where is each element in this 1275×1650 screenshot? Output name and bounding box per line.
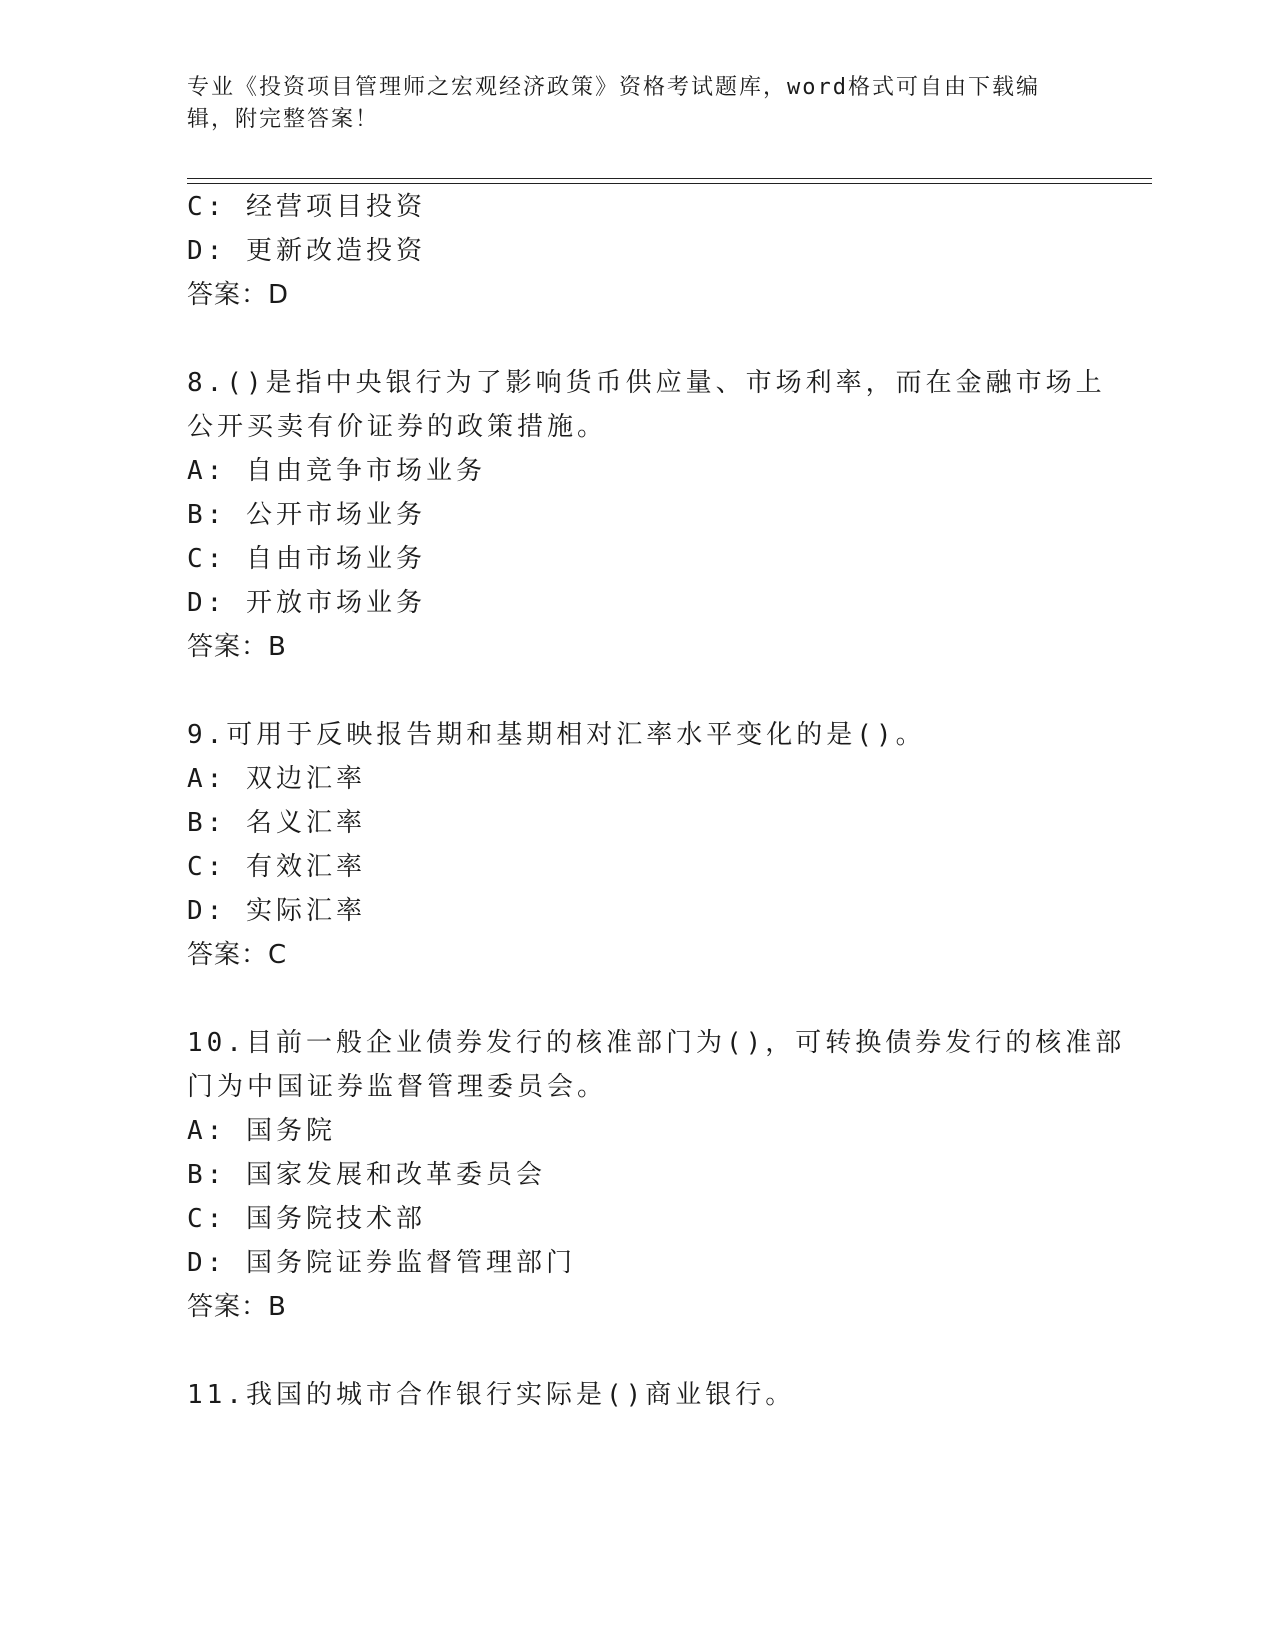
q8-option-a: A: 自由竞争市场业务 <box>187 456 486 486</box>
q11-stem-line-1: 11.我国的城市合作银行实际是()商业银行。 <box>187 1380 796 1410</box>
q9-option-d: D: 实际汇率 <box>187 896 366 926</box>
q8-option-c: C: 自由市场业务 <box>187 544 426 574</box>
header-line-1: 专业《投资项目管理师之宏观经济政策》资格考试题库，word格式可自由下载编 <box>187 75 1040 100</box>
q7-option-c: C: 经营项目投资 <box>187 192 426 222</box>
document-header <box>187 72 1067 136</box>
q7-answer: 答案：D <box>187 280 290 310</box>
q10-stem-line-2: 门为中国证券监督管理委员会。 <box>187 1072 608 1102</box>
q9-answer: 答案：C <box>187 940 288 970</box>
q8-stem-line-2: 公开买卖有价证券的政策措施。 <box>187 412 608 442</box>
q9-option-b: B: 名义汇率 <box>187 808 366 838</box>
q10-option-d: D: 国务院证券监督管理部门 <box>187 1248 576 1278</box>
q7-option-d: D: 更新改造投资 <box>187 236 426 266</box>
q10-option-c: C: 国务院技术部 <box>187 1204 426 1234</box>
header-divider-bottom <box>187 183 1152 184</box>
q8-answer: 答案：B <box>187 632 287 662</box>
q9-stem-line-1: 9.可用于反映报告期和基期相对汇率水平变化的是()。 <box>187 720 926 750</box>
q10-option-a: A: 国务院 <box>187 1116 336 1146</box>
q8-option-b: B: 公开市场业务 <box>187 500 426 530</box>
header-line-2: 辑，附完整答案！ <box>187 107 380 132</box>
q10-stem-line-1: 10.目前一般企业债券发行的核准部门为()，可转换债券发行的核准部 <box>187 1028 1126 1058</box>
header-divider-top <box>187 178 1152 179</box>
q8-option-d: D: 开放市场业务 <box>187 588 426 618</box>
q9-option-a: A: 双边汇率 <box>187 764 366 794</box>
q9-option-c: C: 有效汇率 <box>187 852 366 882</box>
q10-answer: 答案：B <box>187 1292 287 1322</box>
q10-option-b: B: 国家发展和改革委员会 <box>187 1160 546 1190</box>
q8-stem-line-1: 8.()是指中央银行为了影响货币供应量、市场利率，而在金融市场上 <box>187 368 1106 398</box>
